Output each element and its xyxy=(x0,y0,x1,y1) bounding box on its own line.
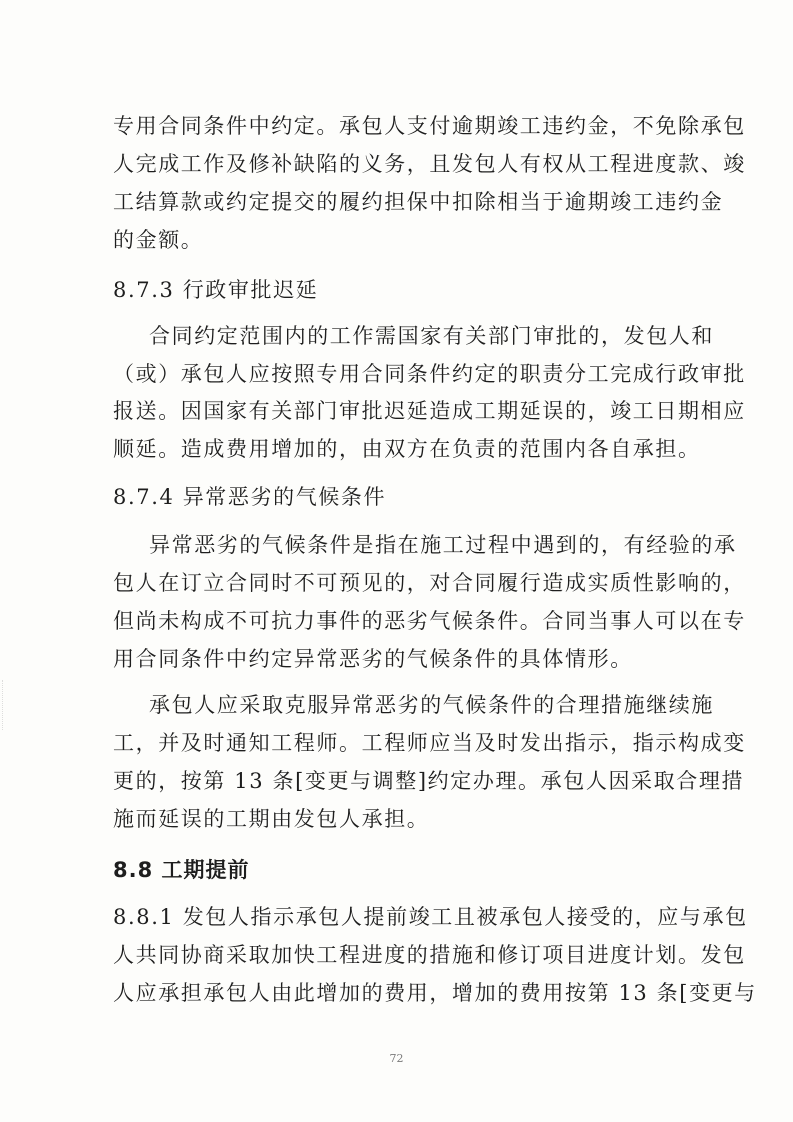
text-line: 专用合同条件中约定。承包人支付逾期竣工违约金，不免除承包 xyxy=(113,114,746,138)
text-line: 人应承担承包人由此增加的费用，增加的费用按第 13 条[变更与 xyxy=(113,981,757,1005)
text-line: 承包人应采取克服异常恶劣的气候条件的合理措施继续施 xyxy=(149,693,714,717)
section-heading-8-8: 8.8 工期提前 xyxy=(113,858,250,882)
page-number: 72 xyxy=(389,1052,404,1065)
text-line: 包人在订立合同时不可预见的，对合同履行造成实质性影响的， xyxy=(113,571,746,595)
text-line: 报送。因国家有关部门审批迟延造成工期延误的，竣工日期相应 xyxy=(113,399,746,423)
text-line: 更的，按第 13 条[变更与调整]约定办理。承包人因采取合理措 xyxy=(113,769,745,793)
text-line: 8.8.1 发包人指示承包人提前竣工且被承包人接受的，应与承包 xyxy=(113,905,748,929)
text-line: 合同约定范围内的工作需国家有关部门审批的，发包人和 xyxy=(149,324,714,348)
text-line: 工，并及时通知工程师。工程师应当及时发出指示，指示构成变 xyxy=(113,731,746,755)
text-line: （或）承包人应按照专用合同条件约定的职责分工完成行政审批 xyxy=(113,362,746,386)
text-line: 工结算款或约定提交的履约担保中扣除相当于逾期竣工违约金 xyxy=(113,190,724,214)
text-line: 异常恶劣的气候条件是指在施工过程中遇到的，有经验的承 xyxy=(149,533,737,557)
text-line: 用合同条件中约定异常恶劣的气候条件的具体情形。 xyxy=(113,647,633,671)
section-heading-8-7-3: 8.7.3 行政审批迟延 xyxy=(113,278,319,302)
text-line: 人完成工作及修补缺陷的义务，且发包人有权从工程进度款、竣 xyxy=(113,152,746,176)
text-line: 施而延误的工期由发包人承担。 xyxy=(113,807,430,831)
scan-artifact xyxy=(2,680,11,730)
text-line: 的金额。 xyxy=(113,228,204,252)
text-line: 人共同协商采取加快工程进度的措施和修订项目进度计划。发包 xyxy=(113,943,746,967)
text-line: 顺延。造成费用增加的，由双方在负责的范围内各自承担。 xyxy=(113,437,701,461)
section-heading-8-7-4: 8.7.4 异常恶劣的气候条件 xyxy=(113,485,387,509)
text-line: 但尚未构成不可抗力事件的恶劣气候条件。合同当事人可以在专 xyxy=(113,609,746,633)
